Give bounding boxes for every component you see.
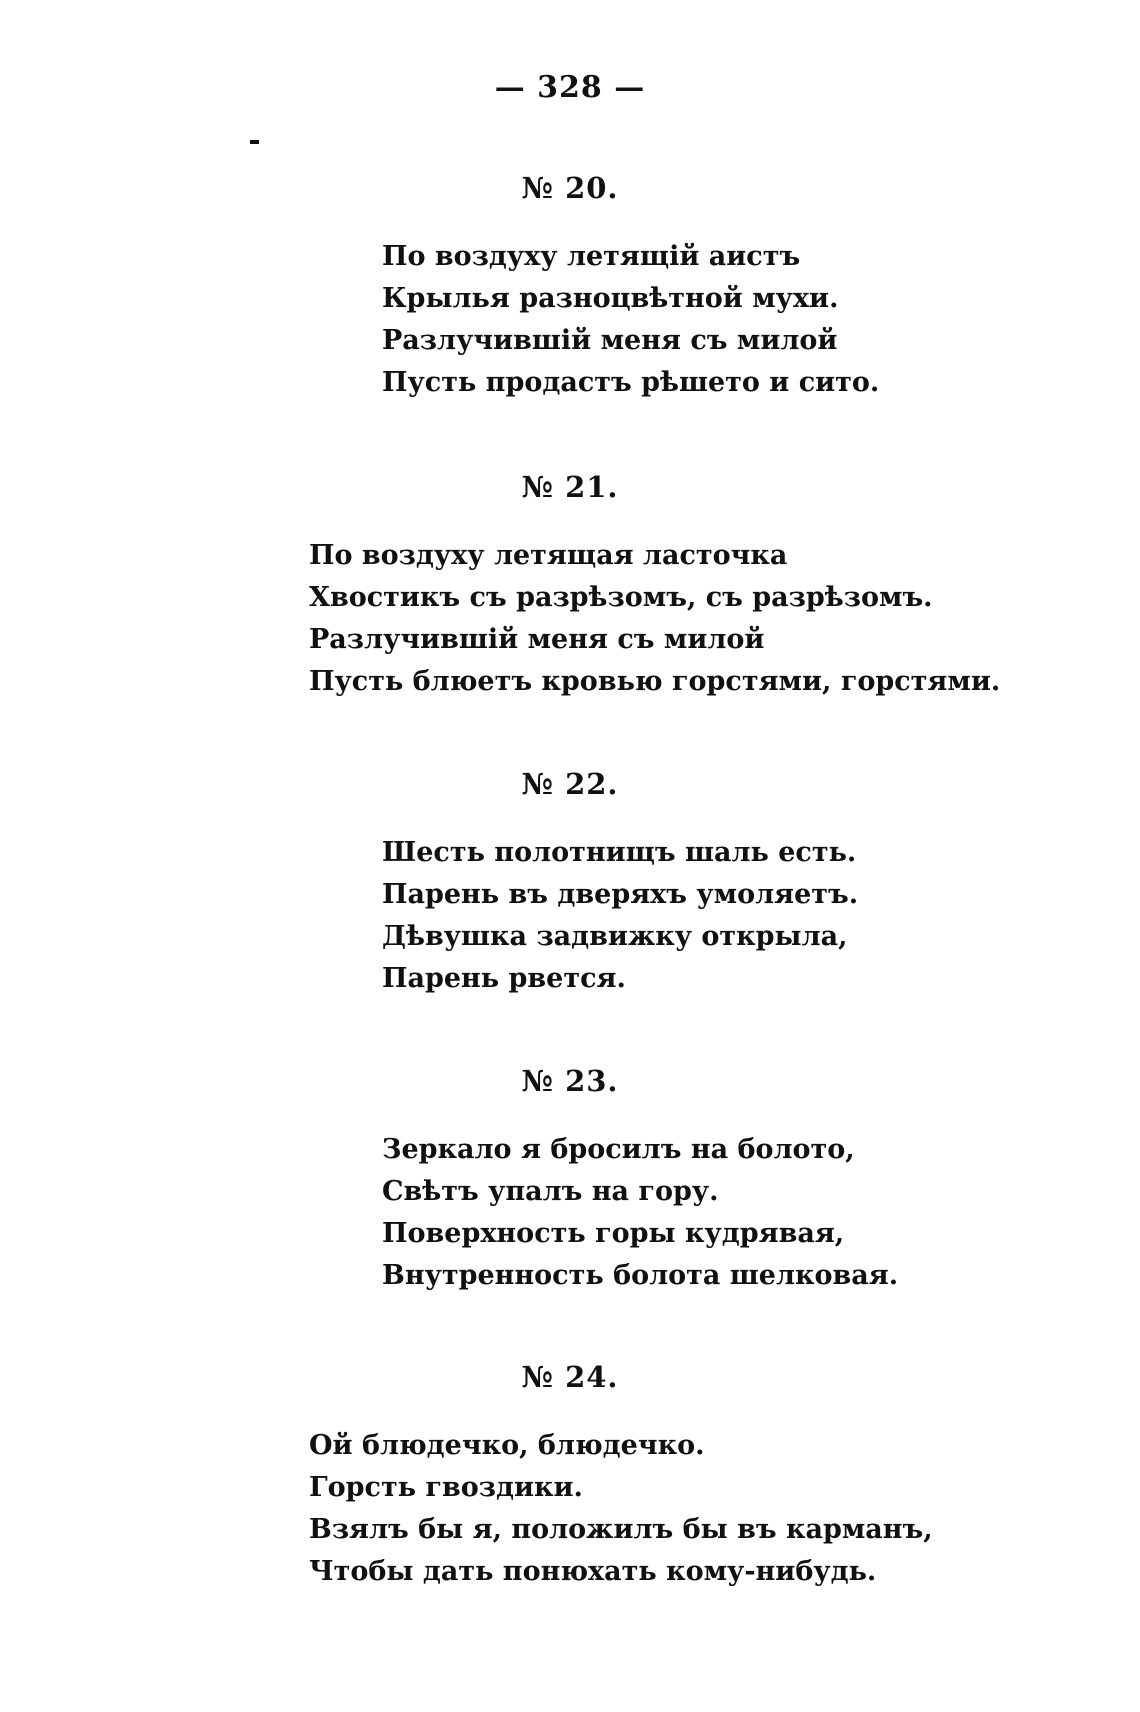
poem-line: Разлучившій меня съ милой (309, 624, 765, 655)
poem-20 (0, 168, 1140, 398)
poem-number: № 24. (521, 1360, 619, 1394)
poem-line: Парень рвется. (382, 963, 626, 994)
poem-lines (382, 1129, 898, 1297)
poem-line: Шесть полотнищъ шаль есть. (382, 837, 857, 868)
poem-line: Внутренность болота шелковая. (382, 1260, 899, 1291)
page-number: — 328 — (494, 70, 646, 105)
poem-line: Пусть продастъ рѣшето и сито. (382, 367, 880, 398)
poem-line: Свѣтъ упалъ на гору. (382, 1176, 719, 1207)
poem-number: № 22. (521, 767, 619, 801)
poem-lines (382, 832, 858, 1000)
poem-line: Взялъ бы я, положилъ бы въ карманъ, (309, 1514, 933, 1545)
poem-line: Поверхность горы кудрявая, (382, 1218, 845, 1249)
poem-22 (0, 764, 1140, 994)
poem-line: Разлучившій меня съ милой (382, 325, 838, 356)
stray-ink-mark (250, 140, 259, 144)
poem-line: По воздуху летящая ласточка (309, 540, 788, 571)
poem-lines (309, 535, 1000, 703)
poem-24 (0, 1357, 1140, 1587)
poem-line: Горсть гвоздики. (309, 1472, 583, 1503)
poem-line: Хвостикъ съ разрѣзомъ, съ разрѣзомъ. (309, 582, 933, 613)
poem-line: Ой блюдечко, блюдечко. (309, 1430, 705, 1461)
poem-line: Крылья разноцвѣтной мухи. (382, 283, 839, 314)
poem-line: Пусть блюетъ кровью горстями, горстями. (309, 666, 1001, 697)
poem-line: Чтобы дать понюхать кому-нибудь. (309, 1556, 877, 1587)
poem-line: Зеркало я бросилъ на болото, (382, 1134, 855, 1165)
poem-line: Дѣвушка задвижку открыла, (382, 921, 848, 952)
poem-lines (309, 1425, 933, 1593)
poem-number: № 23. (521, 1064, 619, 1098)
poem-number: № 21. (521, 470, 619, 504)
poem-line: По воздуху летящій аистъ (382, 241, 801, 272)
poem-line: Парень въ дверяхъ умоляетъ. (382, 879, 859, 910)
poem-23 (0, 1061, 1140, 1291)
poem-lines (382, 236, 879, 404)
poem-number: № 20. (521, 171, 619, 205)
poem-21 (0, 467, 1140, 697)
